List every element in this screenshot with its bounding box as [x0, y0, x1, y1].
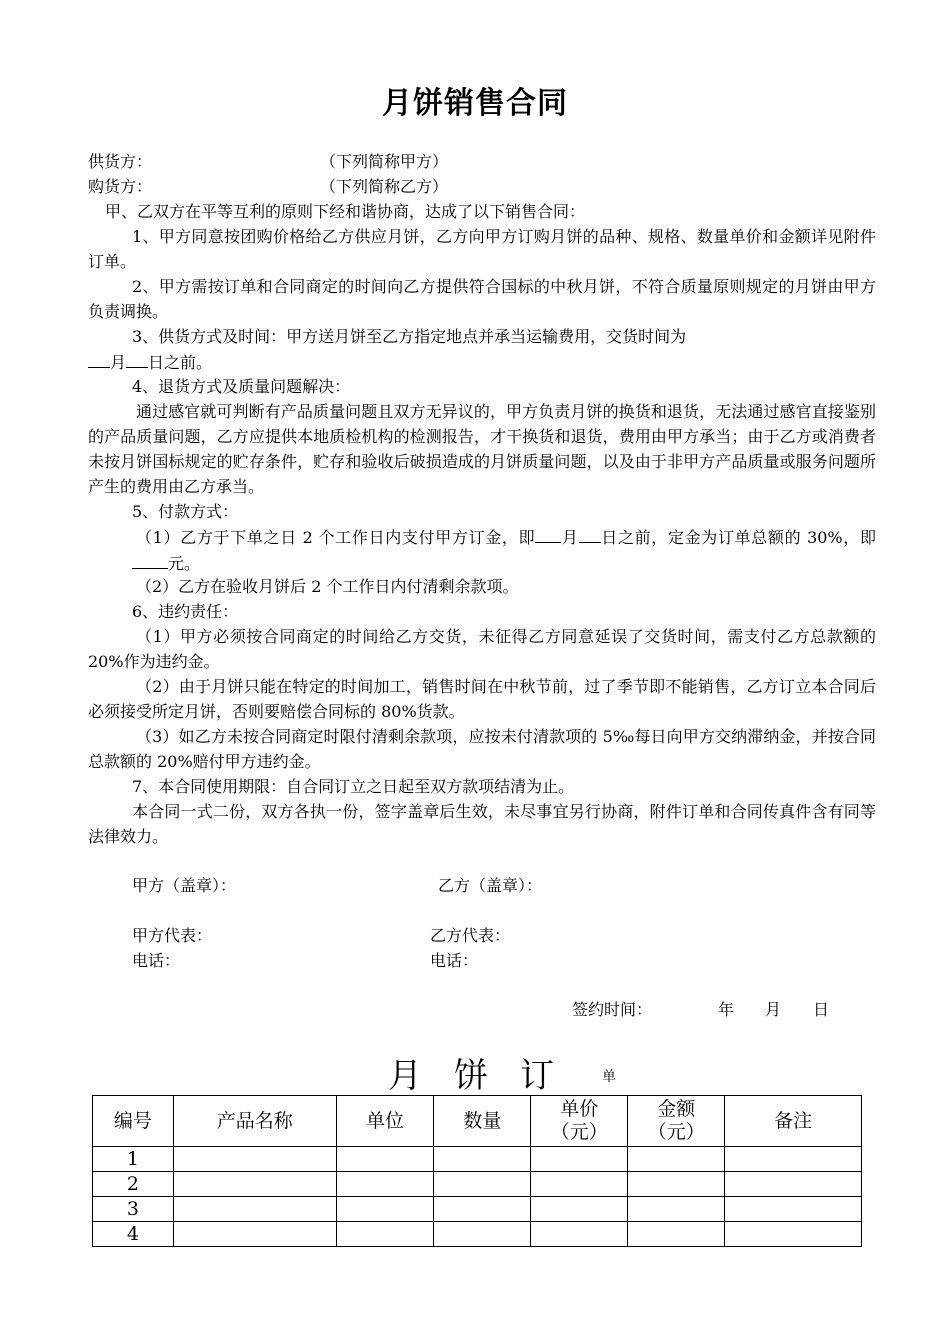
cell-quantity[interactable] [434, 1222, 531, 1247]
cell-remarks[interactable] [725, 1197, 862, 1222]
clause-6-3: （3）如乙方未按合同商定时限付清剩余款项，应按未付清款项的 5‰每日向甲方交纳滞纳金，并按合同总款额的 20%赔付甲方违约金。 [88, 727, 876, 771]
cell-unit[interactable] [336, 1197, 434, 1222]
clause-5-title: 5、付款方式： [132, 502, 239, 521]
table-row [93, 1172, 862, 1197]
cell-unit[interactable] [336, 1172, 434, 1197]
row-number: 2 [93, 1172, 174, 1197]
clause-7: 7、本合同使用期限：自合同订立之日起至双方款项结清为止。 [132, 777, 575, 796]
clause-3-day: 日之前。 [148, 353, 213, 372]
clause-5-1-month: 月 [561, 528, 579, 547]
cell-quantity[interactable] [434, 1147, 531, 1172]
cell-product-name[interactable] [173, 1222, 336, 1247]
header-product-name: 产品名称 [173, 1096, 336, 1147]
cell-remarks[interactable] [725, 1147, 862, 1172]
clause-5-1-part2: 日之前，定金为订单总额的 30%，即 [600, 528, 876, 547]
deposit-amount-blank[interactable] [132, 550, 168, 569]
table-row [93, 1197, 862, 1222]
cell-quantity[interactable] [434, 1197, 531, 1222]
phone-b: 电话： [430, 951, 479, 970]
sign-month: 月 [765, 1000, 782, 1019]
header-number: 编号 [93, 1096, 174, 1147]
cell-product-name[interactable] [173, 1147, 336, 1172]
table-row [93, 1222, 862, 1247]
party-b-rep: 乙方代表： [430, 926, 511, 945]
cell-unit-price[interactable] [531, 1147, 628, 1172]
order-table [92, 1095, 862, 1247]
contract-title: 月饼销售合同 [382, 86, 568, 121]
supplier-label: 供货方： [88, 152, 153, 171]
buyer-note: （下列简称乙方） [320, 177, 449, 196]
sign-day: 日 [813, 1000, 830, 1019]
cell-amount[interactable] [628, 1197, 725, 1222]
intro-text: 甲、乙双方在平等互利的原则下经和谐协商，达成了以下销售合同： [105, 202, 586, 221]
cell-remarks[interactable] [725, 1172, 862, 1197]
day-blank[interactable] [126, 349, 148, 368]
cell-unit-price[interactable] [531, 1222, 628, 1247]
phone-a: 电话： [132, 951, 181, 970]
cell-amount[interactable] [628, 1222, 725, 1247]
order-header-row [93, 1096, 862, 1147]
clause-3-month: 月 [110, 353, 127, 372]
cell-amount[interactable] [628, 1172, 725, 1197]
party-a-rep: 甲方代表： [132, 926, 213, 945]
row-number: 3 [93, 1197, 174, 1222]
header-unit: 单位 [336, 1096, 434, 1147]
closing-text: 本合同一式二份，双方各执一份，签字盖章后生效，未尽事宜另行协商，附件订单和合同传真件含有同等法律效力。 [88, 802, 876, 846]
clause-5-2: （2）乙方在验收月饼后 2 个工作日内付清剩余款项。 [136, 577, 519, 596]
cell-unit[interactable] [336, 1147, 434, 1172]
clause-6-title: 6、违约责任： [132, 602, 239, 621]
order-title-small: 单 [602, 1069, 616, 1085]
deposit-day-blank[interactable] [579, 524, 601, 543]
cell-product-name[interactable] [173, 1197, 336, 1222]
clause-1: 1、甲方同意按团购价格给乙方供应月饼，乙方向甲方订购月饼的品种、规格、数量单价和金额详见附件订单。 [88, 227, 876, 271]
cell-product-name[interactable] [173, 1172, 336, 1197]
header-remarks: 备注 [725, 1096, 862, 1147]
clause-5-1 [132, 524, 876, 576]
clause-4-body: 通过感官就可判断有产品质量问题且双方无异议的，甲方负责月饼的换货和退货，无法通过感官直接鉴别的产品质量问题，乙方应提供本地质检机构的检测报告，才干换货和退货，费用由甲方承当；由于乙方或消费者未按月饼国标规定的贮存条件，贮存和验收后破损造成的月饼质量问题，以及由于非甲方产品质量或服务问题所产生的费用由乙方承当。 [88, 402, 876, 496]
clause-5-1-part1: （1）乙方于下单之日 2 个工作日内支付甲方订金，即 [136, 528, 536, 547]
clause-2: 2、甲方需按订单和合同商定的时间向乙方提供符合国标的中秋月饼，不符合质量原则规定的月饼由甲方负责调换。 [88, 277, 876, 321]
header-amount: 金额 （元） [628, 1096, 725, 1147]
cell-unit-price[interactable] [531, 1197, 628, 1222]
party-a-seal: 甲方（盖章）： [132, 876, 237, 895]
sign-year: 年 [718, 1000, 735, 1019]
clause-3-line2 [88, 349, 212, 375]
header-unit-price: 单价 （元） [531, 1096, 628, 1147]
order-title: 月饼订 [388, 1056, 586, 1096]
cell-unit[interactable] [336, 1222, 434, 1247]
cell-remarks[interactable] [725, 1222, 862, 1247]
row-number: 1 [93, 1147, 174, 1172]
cell-amount[interactable] [628, 1147, 725, 1172]
buyer-label: 购货方： [88, 177, 153, 196]
month-blank[interactable] [88, 349, 110, 368]
clause-3-line1: 3、供货方式及时间：甲方送月饼至乙方指定地点并承当运输费用，交货时间为 [132, 327, 687, 346]
supplier-note: （下列简称甲方） [320, 152, 449, 171]
party-b-seal: 乙方（盖章）： [438, 876, 543, 895]
clause-6-1: （1）甲方必须按合同商定的时间给乙方交货，未征得乙方同意延误了交货时间，需支付乙方总款额的 20%作为违约金。 [88, 627, 876, 671]
cell-quantity[interactable] [434, 1172, 531, 1197]
cell-unit-price[interactable] [531, 1172, 628, 1197]
clause-4-title: 4、退货方式及质量问题解决： [132, 377, 351, 396]
sign-time-label: 签约时间： [572, 1000, 653, 1019]
clause-6-2: （2）由于月饼只能在特定的时间加工，销售时间在中秋节前，过了季节即不能销售，乙方订立本合同后必须接受所定月饼，否则要赔偿合同标的 80%货款。 [88, 677, 876, 721]
row-number: 4 [93, 1222, 174, 1247]
header-quantity: 数量 [434, 1096, 531, 1147]
table-row [93, 1147, 862, 1172]
deposit-month-blank[interactable] [535, 524, 561, 543]
clause-5-1-unit: 元。 [168, 554, 201, 573]
